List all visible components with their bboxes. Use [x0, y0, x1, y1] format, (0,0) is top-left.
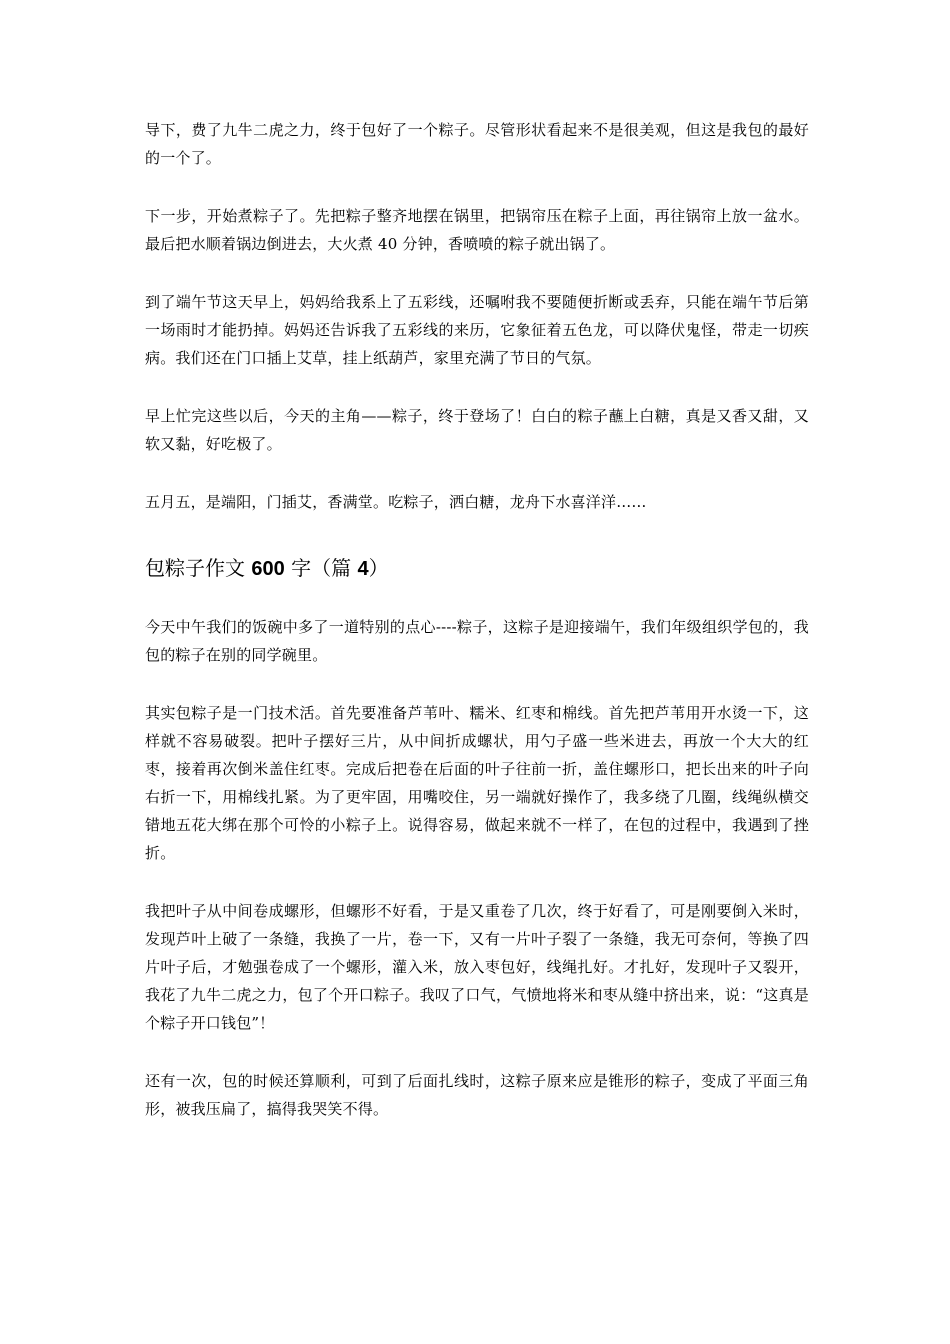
heading-index: 4	[357, 558, 369, 580]
document-page	[145, 116, 809, 1123]
paragraph-eating-dumplings: 早上忙完这些以后，今天的主角——粽子，终于登场了！白白的粽子蘸上白糖，真是又香又甜，又软又黏，好吃极了。	[145, 407, 809, 453]
paragraph-five-color-thread: 到了端午节这天早上，妈妈给我系上了五彩线，还嘱咐我不要随便折断或丢弃，只能在端午节后第一场雨时才能扔掉。妈妈还告诉我了五彩线的来历，它象征着五色龙，可以降伏鬼怪，带走一切疾病。我们还在门口插上艾草，挂上纸葫芦，家里充满了节日的气氛。	[145, 293, 809, 367]
heading-prefix: 包粽子作文	[145, 556, 252, 580]
heading-suffix: ）	[368, 556, 389, 580]
paragraph-torn-leaves: 我把叶子从中间卷成螺形，但螺形不好看，于是又重卷了几次，终于好看了，可是刚要倒入米时，发现芦叶上破了一条缝，我换了一片，卷一下，又有一片叶子裂了一条缝，我无可奈何，等换了四片叶子后，才勉强卷成了一个螺形，灌入米，放入枣包好，线绳扎好。才扎好，发现叶子又裂开，我花了九牛二虎之力，包了个开口粽子。我叹了口气，气愤地将米和枣从缝中挤出来，说：“这真是个粽子开口钱包”！	[145, 902, 809, 1032]
heading-word-count: 600	[251, 558, 285, 580]
paragraph-rhyme: 五月五，是端阳，门插艾，香满堂。吃粽子，洒白糖，龙舟下水喜洋洋……	[145, 493, 647, 511]
paragraph-cooking-dumplings: 下一步，开始煮粽子了。先把粽子整齐地摆在锅里，把锅帘压在粽子上面，再往锅帘上放一盆水。最后把水顺着锅边倒进去，大火煮 40 分钟，香喷喷的粽子就出锅了。	[145, 207, 809, 253]
paragraph-dumpling-wrapped: 导下，费了九牛二虎之力，终于包好了一个粽子。尽管形状看起来不是很美观，但这是我包的最好的一个了。	[145, 121, 809, 167]
section-heading	[145, 554, 809, 583]
paragraph-lunch-dumpling: 今天中午我们的饭碗中多了一道特别的点心----粽子，这粽子是迎接端午，我们年级组织学包的，我包的粽子在别的同学碗里。	[145, 618, 809, 664]
paragraph-wrapping-technique: 其实包粽子是一门技术活。首先要准备芦苇叶、糯米、红枣和棉线。首先把芦苇用开水烫一下，这样就不容易破裂。把叶子摆好三片，从中间折成螺状，用勺子盛一些米进去，再放一个大大的红枣，接着再次倒米盖住红枣。完成后把卷在后面的叶子往前一折，盖住螺形口，把长出来的叶子向右折一下，用棉线扎紧。为了更牢固，用嘴咬住，另一端就好操作了，我多绕了几圈，线绳纵横交错地五花大绑在那个可怜的小粽子上。说得容易，做起来就不一样了，在包的过程中，我遇到了挫折。	[145, 704, 809, 862]
heading-middle: 字（篇	[284, 556, 358, 580]
paragraph-flat-triangle: 还有一次，包的时候还算顺利，可到了后面扎线时，这粽子原来应是锥形的粽子，变成了平面三角形，被我压扁了，搞得我哭笑不得。	[145, 1072, 809, 1118]
